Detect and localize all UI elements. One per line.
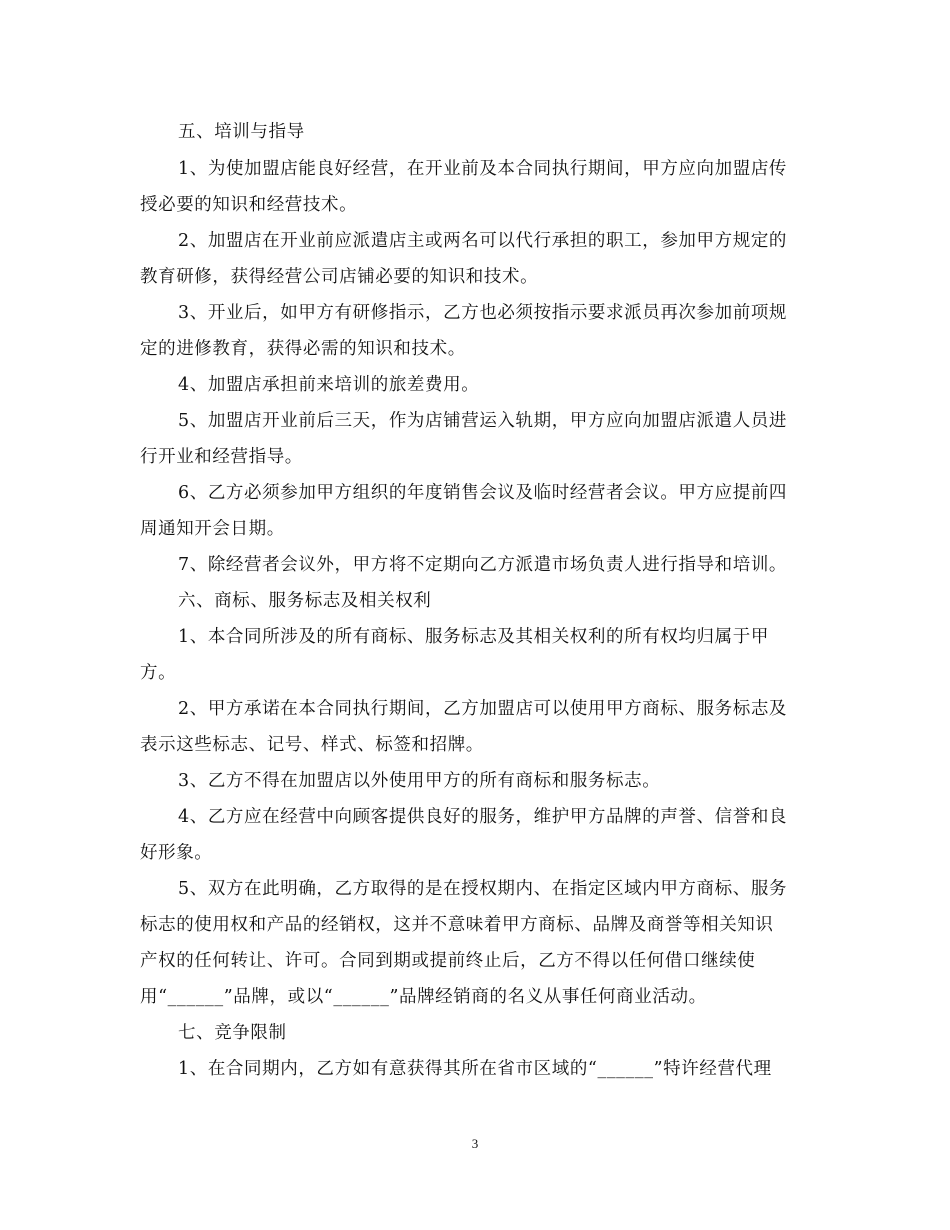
paragraph-line: 周通知开会日期。: [140, 519, 285, 539]
paragraph-line: 产权的任何转让、许可。合同到期或提前终止后，乙方不得以任何借口继续使: [140, 951, 756, 971]
paragraph-line: 2、加盟店在开业前应派遣店主或两名可以代行承担的职工，参加甲方规定的: [178, 231, 788, 251]
paragraph-line: 5、双方在此明确，乙方取得的是在授权期内、在指定区域内甲方商标、服务: [178, 879, 788, 899]
paragraph-line: 1、本合同所涉及的所有商标、服务标志及其相关权利的所有权均归属于甲: [178, 627, 769, 647]
paragraph-line: 2、甲方承诺在本合同执行期间，乙方加盟店可以使用甲方商标、服务标志及: [178, 699, 788, 719]
paragraph-line: 4、乙方应在经营中向顾客提供良好的服务，维护甲方品牌的声誉、信誉和良: [178, 807, 788, 827]
paragraph-line: 定的进修教育，获得必需的知识和技术。: [140, 339, 466, 359]
page-number: 3: [471, 1136, 479, 1151]
paragraph-line: 教育研修，获得经营公司店铺必要的知识和技术。: [140, 267, 539, 287]
paragraph-line: 行开业和经营指导。: [140, 447, 303, 467]
paragraph-line: 好形象。: [140, 843, 213, 863]
section-heading: 六、商标、服务标志及相关权利: [178, 591, 432, 611]
paragraph-line: 4、加盟店承担前来培训的旅差费用。: [178, 375, 480, 395]
paragraph-line: 方。: [140, 663, 177, 683]
paragraph-line: 3、开业后，如甲方有研修指示，乙方也必须按指示要求派员再次参加前项规: [178, 303, 788, 323]
section-heading: 五、培训与指导: [178, 122, 305, 142]
paragraph-line: 授必要的知识和经营技术。: [140, 195, 358, 215]
paragraph-line: 6、乙方必须参加甲方组织的年度销售会议及临时经营者会议。甲方应提前四: [178, 483, 788, 503]
paragraph-line: 3、乙方不得在加盟店以外使用甲方的所有商标和服务标志。: [178, 771, 661, 791]
paragraph-line: 用“______”品牌，或以“______”品牌经销商的名义从事任何商业活动。: [140, 987, 707, 1007]
paragraph-line: 5、加盟店开业前后三天，作为店铺营运入轨期，甲方应向加盟店派遣人员进: [178, 411, 788, 431]
paragraph-line: 7、除经营者会议外，甲方将不定期向乙方派遣市场负责人进行指导和培训。: [178, 555, 788, 575]
paragraph-line: 标志的使用权和产品的经销权，这并不意味着甲方商标、品牌及商誉等相关知识: [140, 915, 774, 935]
section-heading: 七、竞争限制: [178, 1023, 287, 1043]
paragraph-line: 表示这些标志、记号、样式、标签和招牌。: [140, 735, 484, 755]
paragraph-line: 1、在合同期内，乙方如有意获得其所在省市区域的“______”特许经营代理: [178, 1059, 772, 1079]
paragraph-line: 1、为使加盟店能良好经营，在开业前及本合同执行期间，甲方应向加盟店传: [178, 159, 788, 179]
